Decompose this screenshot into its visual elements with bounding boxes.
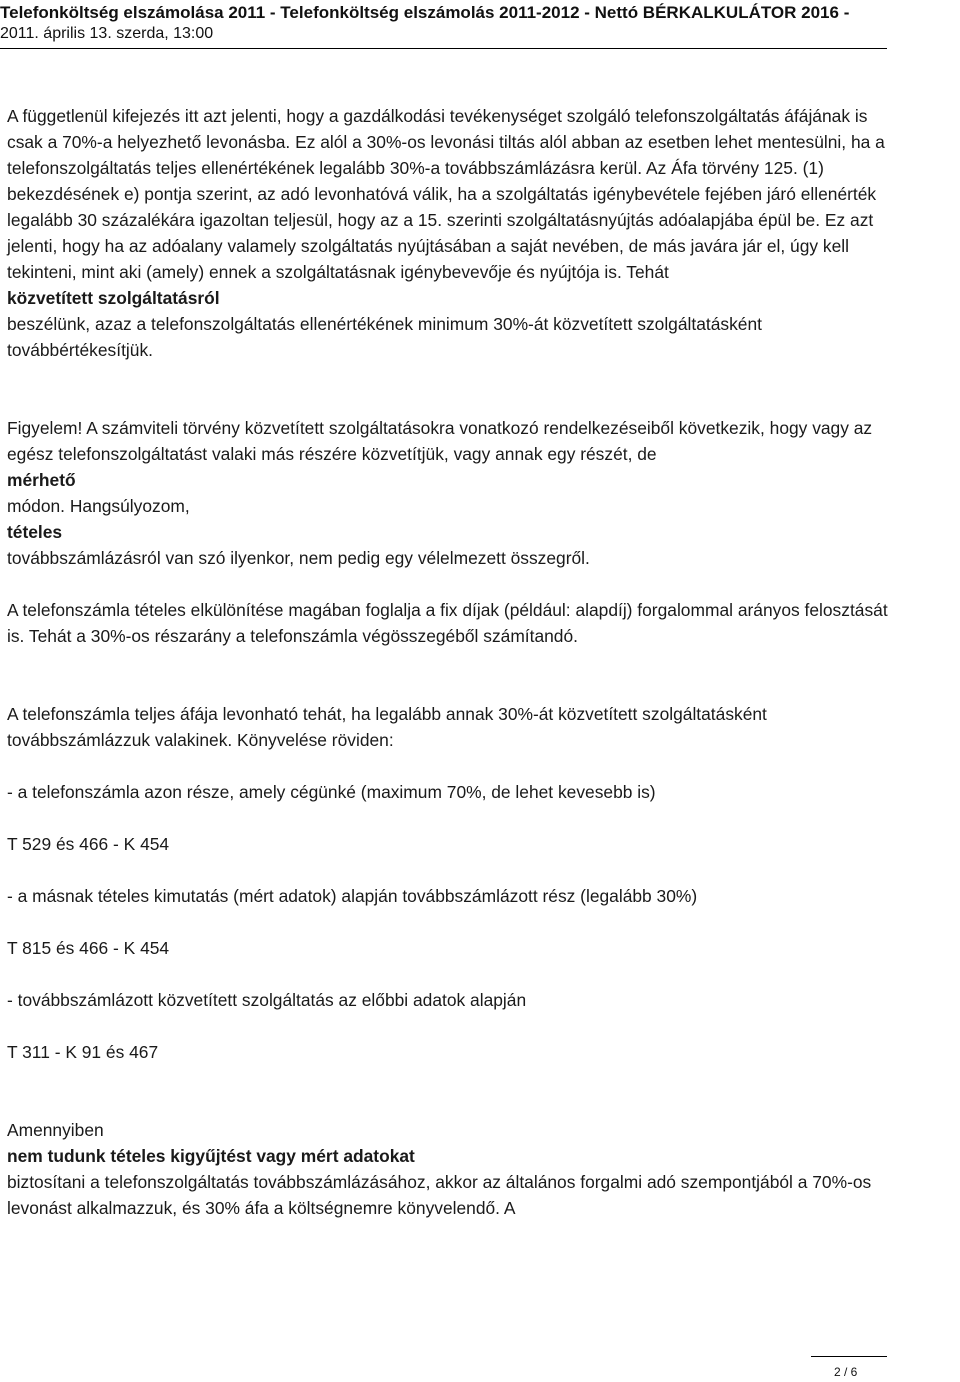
- booking-entry-2: T 815 és 466 - K 454: [7, 938, 170, 958]
- article-body: [7, 103, 907, 1221]
- paragraph-2-emphasis-1: mérhető: [7, 470, 76, 490]
- paragraph-4: A telefonszámla teljes áfája levonható tehát, ha legalább annak 30%-át közvetített szolgáltatásként továbbszámlázzuk valakinek. Könyvelése röviden:: [7, 704, 767, 750]
- paragraph-11: [7, 1117, 907, 1221]
- page-header: [0, 0, 960, 52]
- booking-entry-3: T 311 - K 91 és 467: [7, 1042, 159, 1062]
- paragraph-1-text: A függetlenül kifejezés itt azt jelenti, hogy a gazdálkodási tevékenységet szolgáló telefonszolgáltatás áfájának is csak a 70%-a helyezhető levonásba. Ez alól a 30%-os levonási tiltás alól abban az esetben lehet mentesülni, ha a telefonszolgáltatás teljes ellenértékének legalább 30%-a továbbszámlázásra kerül. Az Áfa törvény 125. (1) bekezdésének e) pontja szerint, az adó levonhatóvá válik, ha a szolgáltatás igénybevétele fejében járó ellenérték legalább 30 százalékára igazoltan teljesül, hogy az a 15. szerinti szolgáltatásnyújtás adóalapjába épül be. Ez azt jelenti, hogy ha az adóalany valamely szolgáltatás nyújtásában a saját nevében, de más javára jár el, úgy kell tekinteni, mint aki (amely) ennek a szolgáltatásnak igénybevevője és nyújtója is. Tehát: [7, 106, 885, 282]
- paragraph-11-text: Amennyiben: [7, 1120, 104, 1140]
- paragraph-11-emphasis: nem tudunk tételes kigyűjtést vagy mért adatokat: [7, 1146, 415, 1166]
- paragraph-5: - a telefonszámla azon része, amely cégünké (maximum 70%, de lehet kevesebb is): [7, 782, 656, 802]
- header-divider: [0, 48, 887, 49]
- paragraph-2-continuation-2: továbbszámlázásról van szó ilyenkor, nem pedig egy vélelmezett összegről.: [7, 548, 590, 568]
- paragraph-7: - a másnak tételes kimutatás (mért adatok) alapján továbbszámlázott rész (legalább 30%): [7, 886, 698, 906]
- paragraph-2-emphasis-2: tételes: [7, 522, 63, 542]
- footer-divider: [811, 1356, 887, 1357]
- paragraph-1: [7, 103, 907, 363]
- publish-date: 2011. április 13. szerda, 13:00: [0, 25, 214, 42]
- paragraph-2-continuation-1: módon. Hangsúlyozom,: [7, 496, 190, 516]
- paragraph-1-emphasis: közvetített szolgáltatásról: [7, 288, 220, 308]
- paragraph-11-continuation: biztosítani a telefonszolgáltatás továbbszámlázásához, akkor az általános forgalmi adó szempontjából a 70%-os levonást alkalmazzuk, és 30% áfa a költségnemre könyvelendő. A: [7, 1172, 872, 1218]
- paragraph-3: A telefonszámla tételes elkülönítése magában foglalja a fix díjak (például: alapdíj) forgalommal arányos felosztását is. Tehát a 30%-os részarány a telefonszámla végösszegéből számítandó.: [7, 600, 888, 646]
- paragraph-1-continuation: beszélünk, azaz a telefonszolgáltatás ellenértékének minimum 30%-át közvetített szolgáltatásként továbbértékesítjük.: [7, 314, 762, 360]
- paragraph-9: - továbbszámlázott közvetített szolgáltatás az előbbi adatok alapján: [7, 990, 527, 1010]
- booking-entry-1: T 529 és 466 - K 454: [7, 834, 170, 854]
- page-number: 2 / 6: [834, 1365, 858, 1379]
- page-title: Telefonköltség elszámolása 2011 - Telefonköltség elszámolás 2011-2012 - Nettó BÉRKALKULÁTOR 2016 -: [0, 3, 850, 22]
- paragraph-2-text: Figyelem! A számviteli törvény közvetített szolgáltatásokra vonatkozó rendelkezéseiből következik, hogy vagy az egész telefonszolgáltatást valaki más részére közvetítjük, vagy annak egy részét, de: [7, 418, 873, 464]
- paragraph-2: [7, 415, 907, 571]
